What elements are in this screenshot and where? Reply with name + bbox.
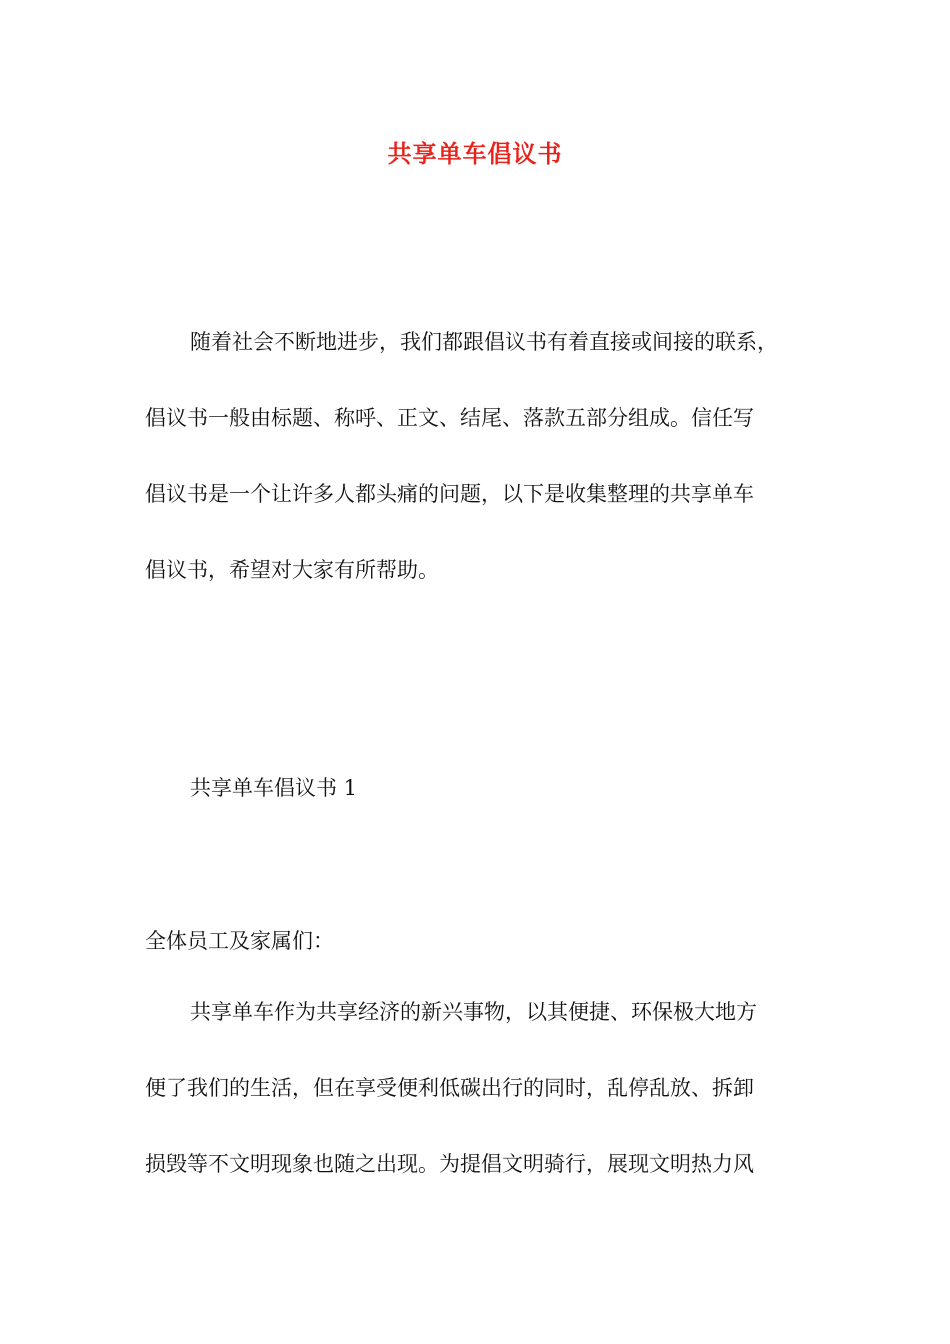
body-line: 共享单车作为共享经济的新兴事物，以其便捷、环保极大地方: [190, 1000, 757, 1024]
section-heading-block: [145, 750, 825, 826]
body-line: 损毁等不文明现象也随之出现。为提倡文明骑行，展现文明热力风: [145, 1152, 754, 1176]
salutation: 全体员工及家属们：: [145, 929, 334, 953]
document-title: 共享单车倡议书: [387, 140, 563, 168]
intro-line: 倡议书，希望对大家有所帮助。: [145, 558, 439, 582]
body-line: 便了我们的生活，但在享受便利低碳出行的同时，乱停乱放、拆卸: [145, 1076, 754, 1100]
salutation-block: [145, 903, 825, 979]
section-heading: 共享单车倡议书 1: [190, 776, 358, 800]
intro-line: 随着社会不断地进步，我们都跟倡议书有着直接或间接的联系，: [190, 330, 778, 354]
intro-line: 倡议书是一个让许多人都头痛的问题，以下是收集整理的共享单车: [145, 482, 754, 506]
intro-paragraph: [145, 304, 825, 608]
intro-line: 倡议书一般由标题、称呼、正文、结尾、落款五部分组成。信任写: [145, 406, 754, 430]
body-paragraph: [145, 974, 825, 1202]
